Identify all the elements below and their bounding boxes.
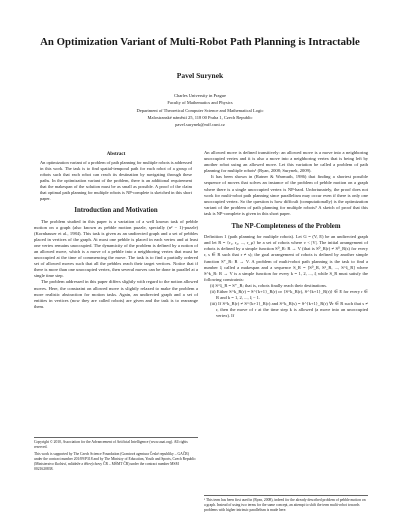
body-paragraph: An allowed move is defined transitively: an allowed move is a move into a neighboring unoccupied vertex and it is also a move into a neighboring vertex that is being left by another robot using an allowed move. Let this variation be called a problem of path planning for multiple robots¹ (Ryan, 2008; Surynek, 2009). <box>204 150 368 174</box>
affiliation-line: Charles University in Prague <box>173 93 227 98</box>
list-item: (iii) If S^k_R(r) ≠ S^{k+1}_R(r) and S^k_R(s) = S^{k+1}_R(r) ∀r ∈ R such that s ≠ r, then the move of r at the time step k is allowed (a move into an unoccupied vertex). If <box>210 301 368 319</box>
paper-title: An Optimization Variant of Multi-Robot Path Planning is Intractable <box>40 36 360 48</box>
body-paragraph: It has been shown in (Ratner & Warmuth, 1986) that finding a shortest possible sequence of moves that solves an instance of the problem of pebble motion on a graph where there is a single unoccupied vertex is NP-hard. Unfortunately, the proof does not work for multi-robot path planning since parallelism may occur even if there is only one unoccupied vertex. So the question is how difficult (computationally) is the optimization variant of the problem of path planning for multiple robots? A sketch of proof that this task is NP-complete is given in this short paper. <box>204 174 368 216</box>
list-item: (ii) Either S^k_R(r) = S^{k+1}_R(r) or {S^k_R(r), S^{k+1}_R(r)} ∈ E for every r ∈ R and k = 1, 2, ..., ξ − 1. <box>210 288 368 301</box>
body-paragraph: The problem studied in this paper is a variation of a well known task of pebble motion on a graph (also known as pebble motion puzzle, specially (n² − 1)-puzzle) (Kornhauser et al., 1984). This task is given as an undirected graph and a set of pebbles placed in vertices of the graph. At most one pebble is placed in each vertex and at least one vertex remains unoccupied. The dynamicity of the problem is defined by a notion of an allowed move, which is a move of a pebble into a neighboring vertex that must be unoccupied at the time of commencing the move. The task is to find a partially ordered set of allowed moves such that all the pebbles reach their target vertices. Notice that if there is more than one unoccupied vertex, then several moves can be done in parallel at a single time step. <box>34 218 198 279</box>
right-column <box>204 150 368 319</box>
section-heading: Introduction and Motivation <box>74 207 158 215</box>
funding-note: This work is supported by The Czech Science Foundation (Grantová agentura České republiky – GAČR) under the contract number 201/09/P318 and by The Ministry of Education, Youth and Sports, Czech Republic (Ministerstvo školství, mládeže a tělovýchovy ČR – MŠMT ČR) under the contract number MSM 0021620838. <box>34 452 196 471</box>
affiliation-line: Faculty of Mathematics and Physics <box>167 100 233 106</box>
abstract-heading: Abstract <box>106 152 126 157</box>
footnote-block <box>34 437 198 474</box>
footnote: ¹ This term has been first used in (Ryan, 2008), indeed for the already described problem of pebble motion on a graph. Instead of using two terms for the same concept, an attempt to shift the term multi-robot towards problems with higher intrinsic parallelism is made here. <box>204 495 368 513</box>
affiliation-block <box>0 92 400 128</box>
body-paragraph: The problem addressed in this paper differs slightly with regard to the notion allowed moves. Here, the constraint on allowed move is slightly relaxed to make the problem a more realistic abstraction for motion tasks. Again, an undirected graph and a set of entities in vertices (now they are called robots) are given and the task is to rearrange them. <box>34 279 198 309</box>
constraint-list <box>204 283 368 320</box>
definition-text: Definition 1 (path planning for multiple robots). Let G = (V, E) be an undirected graph and let R = {r₁, r₂, ..., r_μ} be a set of robots where ν < |V|. The initial arrangement of robots is defined by a simple function S⁰_R: R → V (that is S⁰_R(r) ≠ S⁰_R(s) for every r, s ∈ R such that r ≠ s); the goal arrangement of robots is defined by another simple function S⁺_R: R → V. A problem of multi-robot path planning is the task to find a number ξ called a makespan and a sequence S_R = [S⁰_R, S¹_R, ..., S^ξ_R] where S^k_R: R → V is a simple function for every k = 1, 2, ..., ξ while S_R must satisfy the following constraints: <box>204 234 368 282</box>
author-name: Pavel Surynek <box>176 71 224 80</box>
copyright-notice: Copyright © 2010, Association for the Advancement of Artificial Intelligence (www.aaai.org). All rights reserved. <box>34 440 188 449</box>
affiliation-line: Malostranské náměstí 25, 118 00 Praha 1, Czech Republic <box>147 114 253 120</box>
list-item: (i) S^ξ_R = S⁺_R; that is, robots finally reach their destinations. <box>210 282 327 288</box>
author-email: pavel.surynek@mff.cuni.cz <box>175 122 225 128</box>
section-heading: The NP-Completeness of the Problem <box>231 223 341 231</box>
abstract-text: An optimization variant of a problem of path planning for multiple robots is addressed in this work. The task is to find spatial-temporal path for each robot of a group of robots such that each robot can reach its destination by navigating through these paths. In the optimization variant of the problem, there is an additional requirement that the makespan of the solution must be as small as possible. A proof of the claim that optimal path planning for multiple robots is NP-complete is sketched in this short paper. <box>40 160 192 201</box>
affiliation-line: Department of Theoretical Computer Science and Mathematical Logic <box>136 107 264 113</box>
left-column <box>34 152 198 310</box>
